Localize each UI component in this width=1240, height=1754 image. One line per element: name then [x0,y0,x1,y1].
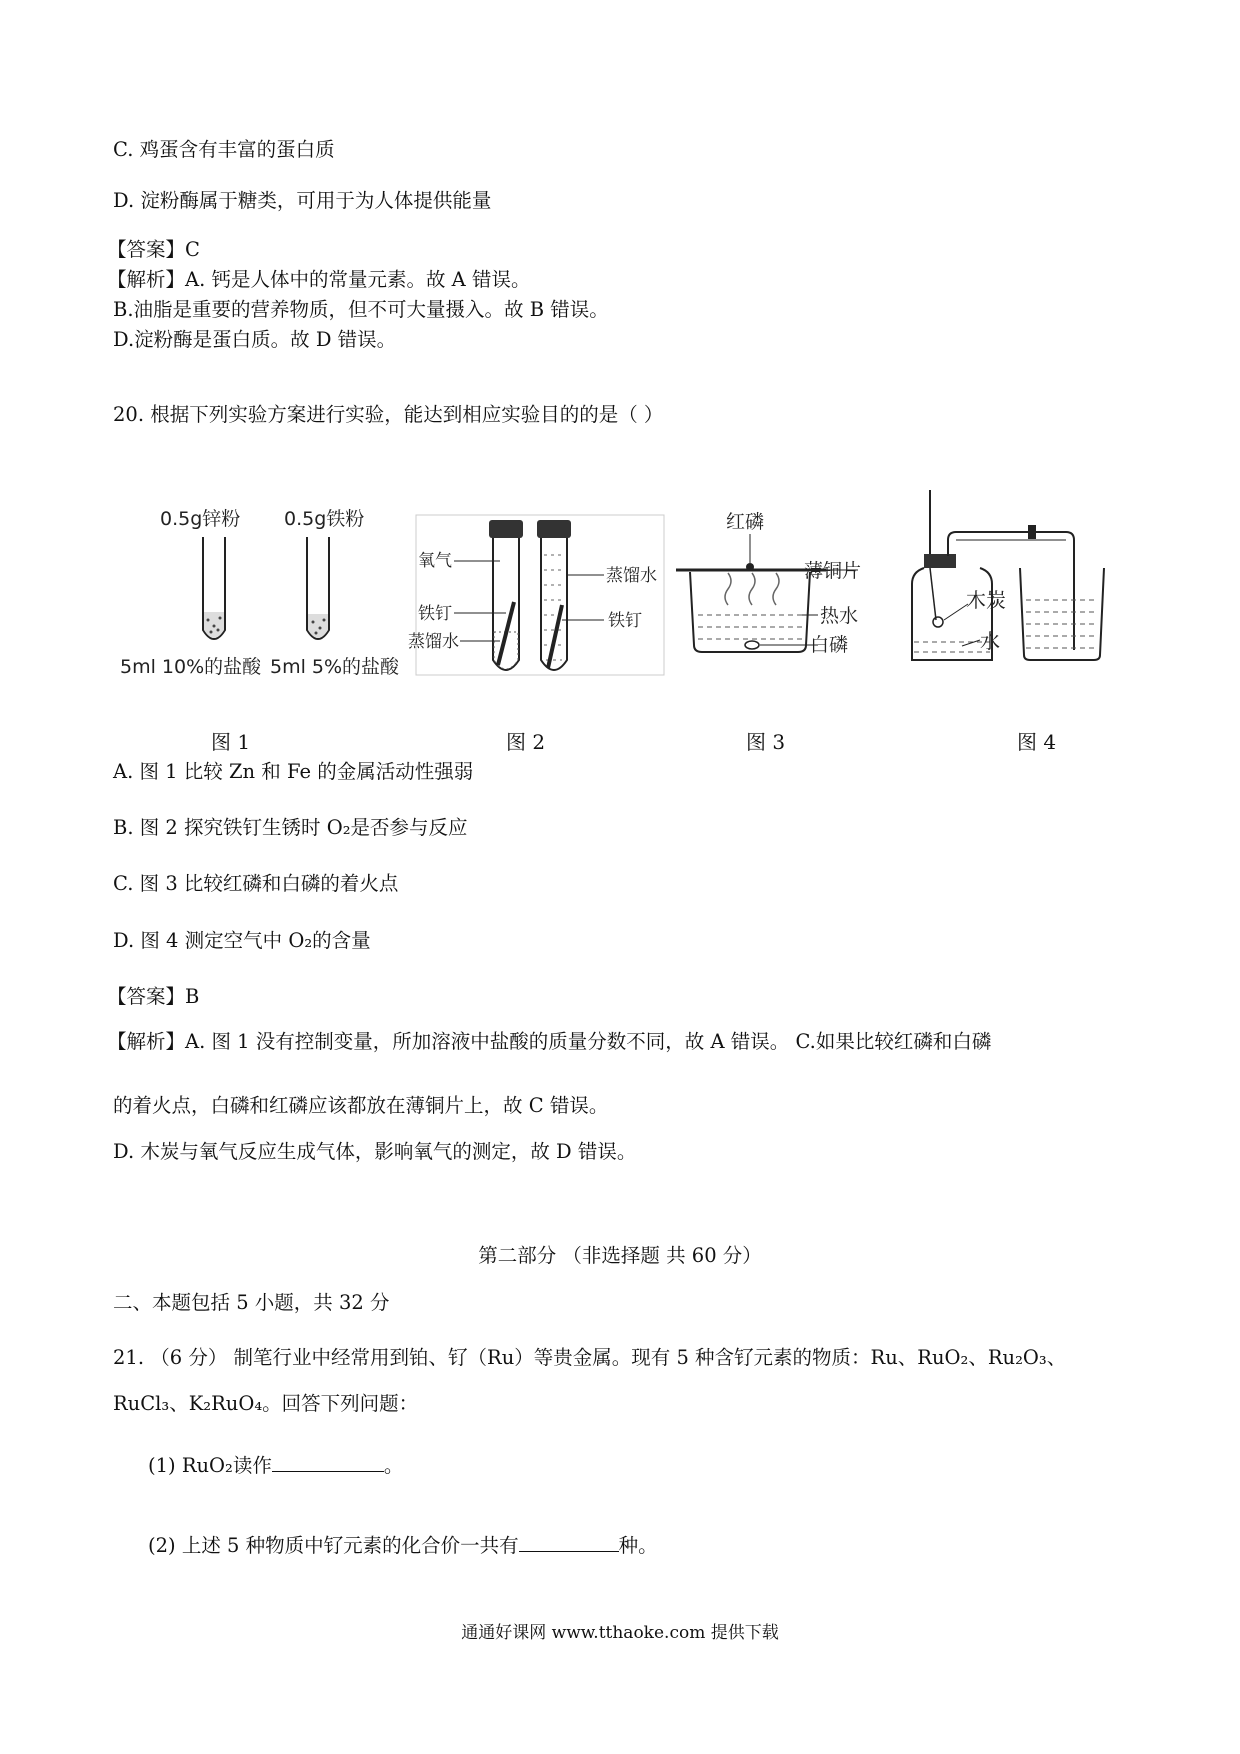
q21-sub1-text: (1) RuO₂读作 [148,1454,272,1477]
q21-stem-line-2: RuCl₃、K₂RuO₄。回答下列问题： [113,1392,419,1415]
q19-option-d: D. 淀粉酶属于糖类，可用于为人体提供能量 [113,189,492,212]
q20-explanation-1: 【解析】A. 图 1 没有控制变量，所加溶液中盐酸的质量分数不同，故 A 错误。 C.如果比较红磷和白磷 [107,1030,992,1053]
q20-stem: 20. 根据下列实验方案进行实验，能达到相应实验目的的是（ ） [113,403,664,426]
page-footer: 通通好课网 www.tthaoke.com 提供下载 [461,1623,779,1643]
figure-2-rust-experiment [408,515,664,675]
q20-figures [0,0,1240,700]
fig3-red-phosphorus-label: 红磷 [726,511,765,533]
fig2-nail-left-label: 铁钉 [418,604,452,624]
q19-option-c: C. 鸡蛋含有丰富的蛋白质 [113,138,335,161]
fig1-caption: 图 1 [211,730,251,754]
fig3-hot-water-label: 热水 [820,605,859,627]
q21-sub2-text: (2) 上述 5 种物质中钌元素的化合价一共有 [148,1534,519,1557]
q20-option-a: A. 图 1 比较 Zn 和 Fe 的金属活动性强弱 [113,760,474,783]
fig1-tube1-bottom-label: 5ml 10%的盐酸 [120,656,262,678]
fig3-copper-plate-label: 薄铜片 [804,560,862,582]
q20-explanation-2: 的着火点，白磷和红磷应该都放在薄铜片上，故 C 错误。 [113,1094,609,1117]
q21-sub1-end: 。 [383,1454,404,1477]
q19-explanation-2: B.油脂是重要的营养物质，但不可大量摄入。故 B 错误。 [113,298,609,321]
q19-explanation-3: D.淀粉酶是蛋白质。故 D 错误。 [113,328,397,351]
figure-1-test-tubes [120,508,400,678]
q21-sub2-answer-blank[interactable] [519,1532,619,1552]
q20-answer: 【答案】B [107,985,200,1008]
fig2-oxygen-label: 氧气 [418,551,452,571]
q21-sub-question-2 [148,1532,658,1557]
section-two-intro: 二、本题包括 5 小题，共 32 分 [113,1291,390,1314]
q20-explanation-3: D. 木炭与氧气反应生成气体，影响氧气的测定，故 D 错误。 [113,1140,637,1163]
q21-stem-line-1: 21. （6 分） 制笔行业中经常用到铂、钌（Ru）等贵金属。现有 5 种含钌元素的物质：Ru、RuO₂、Ru₂O₃、 [113,1346,1067,1369]
q19-answer: 【答案】C [107,238,200,261]
figure-4-oxygen-content [912,490,1104,660]
fig2-water-right-label: 蒸馏水 [606,566,657,586]
figure-3-ignition-point [676,511,861,656]
q21-sub2-end: 种。 [618,1534,658,1557]
fig1-tube1-top-label: 0.5g锌粉 [160,508,241,530]
q21-sub1-answer-blank[interactable] [272,1452,384,1472]
q20-option-c: C. 图 3 比较红磷和白磷的着火点 [113,872,399,895]
fig4-caption: 图 4 [1017,730,1057,754]
fig3-white-phosphorus-label: 白磷 [810,634,849,656]
fig2-nail-right-label: 铁钉 [608,611,642,631]
q20-option-d: D. 图 4 测定空气中 O₂的含量 [113,929,371,952]
fig4-charcoal-label: 木炭 [966,588,1006,612]
q19-explanation-1: 【解析】A. 钙是人体中的常量元素。故 A 错误。 [107,268,531,291]
fig2-caption: 图 2 [506,730,546,754]
fig4-water-label: 水 [980,629,1000,653]
fig3-caption: 图 3 [746,730,786,754]
q20-option-b: B. 图 2 探究铁钉生锈时 O₂是否参与反应 [113,816,468,839]
q21-sub-question-1 [148,1452,403,1477]
part-two-heading: 第二部分 （非选择题 共 60 分） [478,1244,762,1267]
fig1-tube2-top-label: 0.5g铁粉 [284,508,365,530]
fig2-water-left-label: 蒸馏水 [408,632,459,652]
fig1-tube2-bottom-label: 5ml 5%的盐酸 [270,656,400,678]
